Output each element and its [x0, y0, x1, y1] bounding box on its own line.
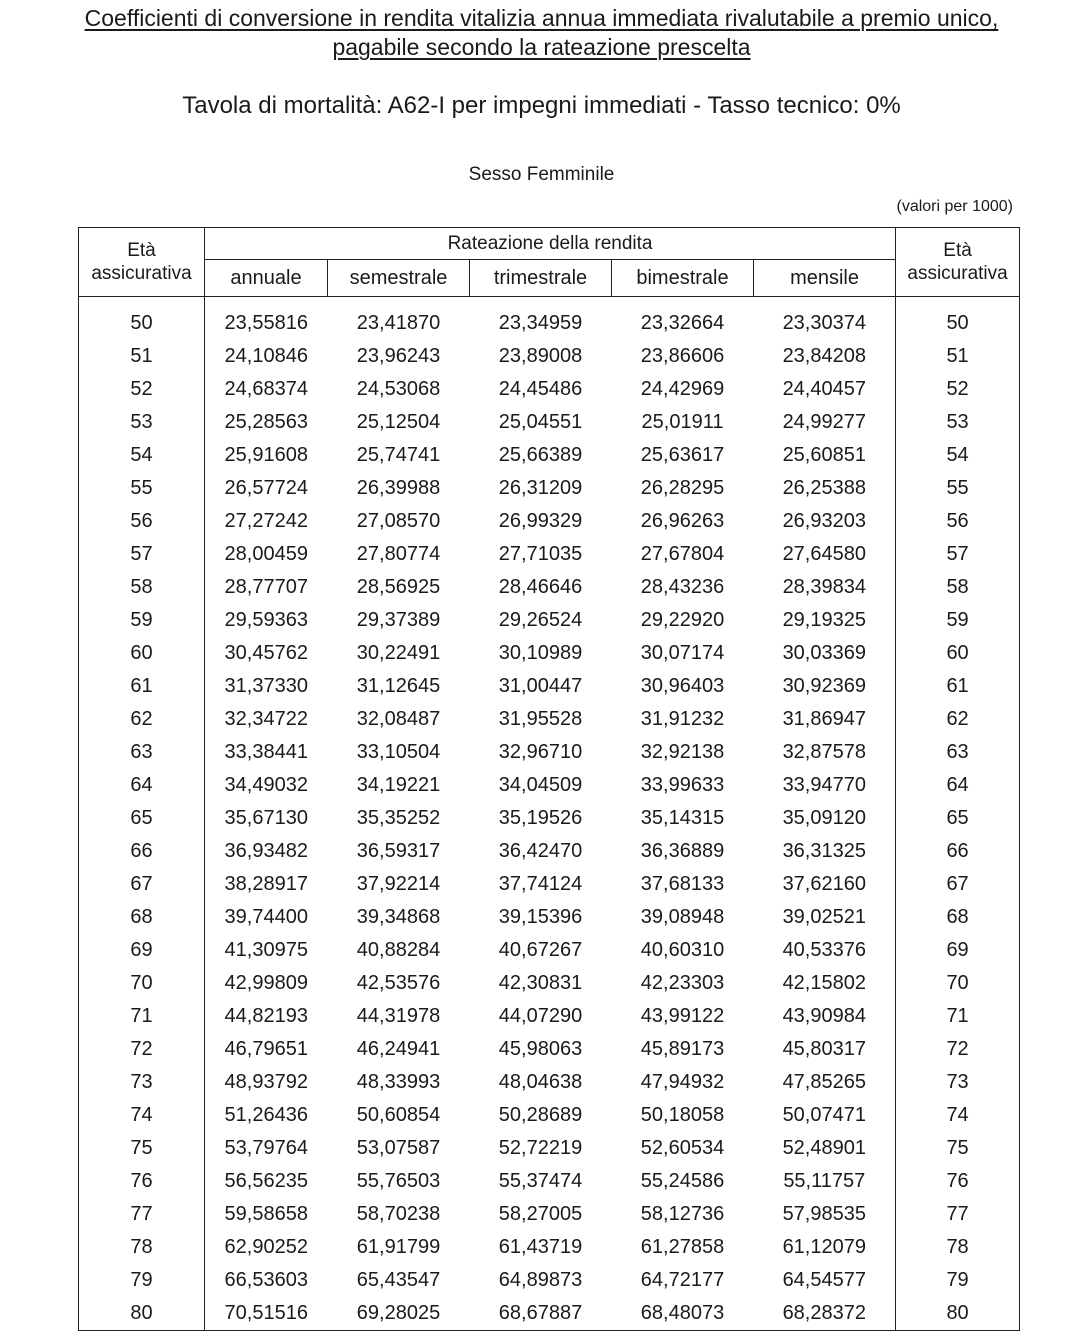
coefficient-cell-mensile: 30,03369	[782, 642, 866, 664]
coefficient-cell-mensile: 26,93203	[782, 510, 866, 532]
age-cell-left: 67	[79, 868, 205, 901]
coefficient-cell-annuale: 28,77707	[224, 576, 308, 598]
coefficient-cell-bimestrale: 26,96263	[640, 510, 725, 532]
coefficient-cell-semestrale: 65,43547	[356, 1269, 441, 1291]
coefficient-cell-mensile: 23,84208	[782, 345, 866, 367]
coefficient-cell-bimestrale: 23,86606	[640, 345, 725, 367]
coefficient-cell-semestrale: 33,10504	[356, 741, 441, 763]
coefficient-cell-annuale: 29,59363	[224, 609, 308, 631]
coefficient-cell-mensile: 43,90984	[782, 1005, 866, 1027]
coefficient-cell-annuale: 24,68374	[224, 378, 308, 400]
age-cell-right: 55	[896, 472, 1020, 505]
title-line-2: pagabile secondo la rateazione prescelta	[332, 34, 751, 60]
coefficient-cell-trimestrale: 31,00447	[498, 675, 583, 697]
age-cell-right: 75	[896, 1132, 1020, 1165]
age-cell-left: 52	[79, 373, 205, 406]
coefficient-cell-annuale: 51,26436	[224, 1104, 308, 1126]
coefficient-cell-mensile: 45,80317	[782, 1038, 866, 1060]
age-header-right: Età assicurativa	[896, 228, 1020, 297]
coefficient-cell-bimestrale: 29,22920	[640, 609, 725, 631]
coefficient-cell-trimestrale: 52,72219	[498, 1137, 583, 1159]
coefficient-cell-annuale: 39,74400	[224, 906, 308, 928]
coefficient-cell-annuale: 41,30975	[224, 939, 308, 961]
coefficient-cell-annuale: 24,10846	[224, 345, 308, 367]
table-row	[79, 637, 1020, 670]
coefficient-cell-annuale: 32,34722	[224, 708, 308, 730]
coefficient-cell-semestrale: 69,28025	[328, 1297, 470, 1331]
coefficient-cell-trimestrale: 64,89873	[498, 1269, 583, 1291]
table-row	[79, 604, 1020, 637]
coefficient-cell-semestrale: 24,53068	[356, 378, 441, 400]
coefficient-cell-bimestrale: 40,60310	[640, 939, 725, 961]
coefficient-cell-semestrale: 25,74741	[356, 444, 441, 466]
coefficient-cell-bimestrale: 50,18058	[640, 1104, 725, 1126]
coefficient-cell-bimestrale: 24,42969	[640, 378, 725, 400]
section-heading: Sesso Femminile	[468, 164, 615, 185]
age-cell-left: 53	[79, 406, 205, 439]
coefficient-cell-trimestrale: 26,99329	[498, 510, 583, 532]
coefficient-cell-bimestrale: 28,43236	[640, 576, 725, 598]
coefficient-cell-mensile: 27,64580	[782, 543, 866, 565]
age-cell-right: 56	[896, 505, 1020, 538]
coefficient-cell-semestrale: 37,92214	[356, 873, 441, 895]
coefficient-cell-bimestrale: 58,12736	[640, 1203, 725, 1225]
age-cell-left: 54	[79, 439, 205, 472]
coefficient-cell-mensile: 30,92369	[782, 675, 866, 697]
age-cell-left: 71	[79, 1000, 205, 1033]
coefficient-cell-mensile: 31,86947	[782, 708, 866, 730]
coefficient-cell-trimestrale: 44,07290	[498, 1005, 583, 1027]
coefficient-cell-trimestrale: 58,27005	[498, 1203, 583, 1225]
coefficient-cell-trimestrale: 24,45486	[498, 378, 583, 400]
coefficient-cell-annuale: 34,49032	[224, 774, 308, 796]
table-row	[79, 373, 1020, 406]
coefficient-cell-semestrale: 32,08487	[356, 708, 441, 730]
table-row	[79, 901, 1020, 934]
age-cell-right: 61	[896, 670, 1020, 703]
age-cell-left: 79	[79, 1264, 205, 1297]
coefficient-cell-semestrale: 42,53576	[356, 972, 441, 994]
coefficient-cell-mensile: 50,07471	[782, 1104, 866, 1126]
coefficient-cell-mensile: 37,62160	[782, 873, 866, 895]
coefficient-cell-annuale: 66,53603	[224, 1269, 308, 1291]
coefficient-cell-mensile: 40,53376	[782, 939, 866, 961]
coefficient-cell-trimestrale: 45,98063	[498, 1038, 583, 1060]
age-cell-right: 69	[896, 934, 1020, 967]
age-cell-left: 50	[79, 297, 205, 341]
coefficient-cell-trimestrale: 36,42470	[498, 840, 583, 862]
coefficient-cell-bimestrale: 52,60534	[640, 1137, 725, 1159]
age-cell-left: 77	[79, 1198, 205, 1231]
age-cell-right: 63	[896, 736, 1020, 769]
age-cell-left: 51	[79, 340, 205, 373]
coefficient-cell-semestrale: 35,35252	[356, 807, 441, 829]
table-row	[79, 1000, 1020, 1033]
coefficient-cell-semestrale: 28,56925	[356, 576, 441, 598]
age-cell-left: 78	[79, 1231, 205, 1264]
coefficient-cell-trimestrale: 48,04638	[498, 1071, 583, 1093]
coefficient-cell-bimestrale: 33,99633	[640, 774, 725, 796]
coefficient-cell-annuale: 25,91608	[224, 444, 308, 466]
age-cell-right: 60	[896, 637, 1020, 670]
table-row	[79, 538, 1020, 571]
column-header-bimestrale: bimestrale	[612, 260, 754, 297]
age-cell-right: 70	[896, 967, 1020, 1000]
coefficient-cell-mensile: 42,15802	[782, 972, 866, 994]
age-cell-right: 78	[896, 1231, 1020, 1264]
coefficient-cell-mensile: 23,30374	[782, 312, 866, 334]
coefficient-cell-mensile: 29,19325	[782, 609, 866, 631]
coefficient-cell-mensile: 52,48901	[782, 1137, 866, 1159]
coefficient-cell-bimestrale: 26,28295	[640, 477, 725, 499]
coefficient-cell-trimestrale: 35,19526	[498, 807, 583, 829]
coefficient-cell-annuale: 48,93792	[224, 1071, 308, 1093]
table-row	[79, 1132, 1020, 1165]
coefficient-cell-bimestrale: 37,68133	[640, 873, 725, 895]
coefficient-cell-mensile: 64,54577	[782, 1269, 866, 1291]
coefficient-cell-trimestrale: 55,37474	[498, 1170, 583, 1192]
coefficient-cell-trimestrale: 30,10989	[498, 642, 583, 664]
coefficient-cell-mensile: 24,40457	[782, 378, 866, 400]
coefficient-cell-mensile: 33,94770	[782, 774, 866, 796]
coefficient-cell-bimestrale: 35,14315	[640, 807, 725, 829]
age-cell-right: 77	[896, 1198, 1020, 1231]
coefficient-cell-mensile: 55,11757	[783, 1170, 866, 1192]
coefficient-cell-semestrale: 30,22491	[356, 642, 441, 664]
coefficient-cell-bimestrale: 25,01911	[641, 411, 724, 433]
age-cell-left: 76	[79, 1165, 205, 1198]
coefficient-cell-bimestrale: 36,36889	[640, 840, 725, 862]
coefficient-cell-bimestrale: 31,91232	[640, 708, 725, 730]
coefficient-cell-mensile: 39,02521	[782, 906, 866, 928]
table-row	[79, 1033, 1020, 1066]
age-cell-right: 72	[896, 1033, 1020, 1066]
coefficient-cell-semestrale: 53,07587	[356, 1137, 441, 1159]
coefficient-cell-annuale: 38,28917	[224, 873, 308, 895]
coefficient-cell-trimestrale: 25,66389	[498, 444, 583, 466]
age-cell-right: 65	[896, 802, 1020, 835]
age-cell-left: 57	[79, 538, 205, 571]
column-header-semestrale: semestrale	[328, 260, 470, 297]
age-cell-right: 67	[896, 868, 1020, 901]
table-row	[79, 802, 1020, 835]
age-cell-right: 64	[896, 769, 1020, 802]
age-cell-left: 61	[79, 670, 205, 703]
age-cell-right: 74	[896, 1099, 1020, 1132]
table-row	[79, 406, 1020, 439]
table-row	[79, 703, 1020, 736]
units-note: (valori per 1000)	[896, 198, 1013, 215]
coefficient-cell-trimestrale: 23,34959	[498, 312, 583, 334]
coefficient-cell-annuale: 59,58658	[224, 1203, 308, 1225]
coefficient-cell-trimestrale: 28,46646	[498, 576, 583, 598]
coefficient-cell-semestrale: 26,39988	[356, 477, 441, 499]
table-row	[79, 670, 1020, 703]
coefficient-cell-annuale: 31,37330	[224, 675, 308, 697]
coefficient-cell-bimestrale: 55,24586	[640, 1170, 725, 1192]
age-cell-right: 71	[896, 1000, 1020, 1033]
coefficient-cell-semestrale: 61,91799	[356, 1236, 441, 1258]
table-row	[79, 967, 1020, 1000]
age-cell-left: 65	[79, 802, 205, 835]
age-cell-left: 56	[79, 505, 205, 538]
coefficient-cell-trimestrale: 23,89008	[498, 345, 583, 367]
coefficient-cell-semestrale: 27,08570	[356, 510, 441, 532]
coefficient-cell-bimestrale: 42,23303	[640, 972, 725, 994]
coefficient-cell-annuale: 30,45762	[224, 642, 308, 664]
coefficient-cell-semestrale: 34,19221	[356, 774, 441, 796]
age-cell-left: 80	[79, 1297, 205, 1331]
coefficient-cell-bimestrale: 27,67804	[640, 543, 725, 565]
coefficient-cell-mensile: 57,98535	[782, 1203, 866, 1225]
age-cell-left: 63	[79, 736, 205, 769]
age-cell-right: 57	[896, 538, 1020, 571]
title-line-1: Coefficienti di conversione in rendita vitalizia annua immediata rivalutabile a premio unico,	[84, 5, 999, 31]
coefficient-cell-trimestrale: 32,96710	[498, 741, 583, 763]
coefficient-cell-semestrale: 36,59317	[356, 840, 441, 862]
age-cell-right: 50	[896, 297, 1020, 341]
table-row	[79, 868, 1020, 901]
coefficient-cell-bimestrale: 61,27858	[640, 1236, 725, 1258]
coefficient-cell-trimestrale: 42,30831	[498, 972, 583, 994]
coefficient-cell-bimestrale: 23,32664	[640, 312, 725, 334]
column-header-trimestrale: trimestrale	[470, 260, 612, 297]
table-row	[79, 571, 1020, 604]
age-cell-right: 76	[896, 1165, 1020, 1198]
coefficient-cell-mensile: 32,87578	[782, 741, 866, 763]
age-cell-right: 62	[896, 703, 1020, 736]
coefficient-cell-semestrale: 44,31978	[356, 1005, 441, 1027]
table-row	[79, 1099, 1020, 1132]
coefficient-cell-semestrale: 31,12645	[356, 675, 441, 697]
age-cell-right: 80	[896, 1297, 1020, 1331]
table-row	[79, 934, 1020, 967]
coefficient-cell-annuale: 27,27242	[224, 510, 308, 532]
age-cell-left: 58	[79, 571, 205, 604]
age-cell-left: 72	[79, 1033, 205, 1066]
table-row	[79, 1264, 1020, 1297]
coefficient-cell-annuale: 35,67130	[224, 807, 308, 829]
coefficient-cell-trimestrale: 50,28689	[498, 1104, 583, 1126]
coefficient-cell-semestrale: 40,88284	[356, 939, 441, 961]
coefficient-cell-bimestrale: 43,99122	[640, 1005, 725, 1027]
installment-group-header: Rateazione della rendita	[205, 228, 896, 260]
table-row	[79, 439, 1020, 472]
age-header-left: Età assicurativa	[79, 228, 205, 297]
coefficient-cell-semestrale: 48,33993	[356, 1071, 441, 1093]
coefficient-cell-trimestrale: 37,74124	[498, 873, 583, 895]
table-row	[79, 1231, 1020, 1264]
age-cell-left: 66	[79, 835, 205, 868]
coefficient-cell-trimestrale: 34,04509	[498, 774, 583, 796]
coefficient-cell-trimestrale: 31,95528	[498, 708, 583, 730]
age-cell-right: 51	[896, 340, 1020, 373]
coefficient-cell-annuale: 70,51516	[205, 1297, 328, 1331]
coefficient-cell-trimestrale: 40,67267	[498, 939, 583, 961]
age-cell-left: 55	[79, 472, 205, 505]
coefficient-cell-semestrale: 50,60854	[356, 1104, 441, 1126]
coefficient-cell-semestrale: 46,24941	[356, 1038, 441, 1060]
coefficient-cell-mensile: 25,60851	[782, 444, 866, 466]
column-header-mensile: mensile	[754, 260, 896, 297]
coefficient-cell-annuale: 26,57724	[224, 477, 308, 499]
coefficients-table	[78, 227, 1020, 1331]
coefficient-cell-bimestrale: 30,07174	[640, 642, 725, 664]
coefficient-cell-bimestrale: 45,89173	[640, 1038, 725, 1060]
coefficient-cell-trimestrale: 29,26524	[498, 609, 583, 631]
age-cell-left: 59	[79, 604, 205, 637]
table-row	[79, 297, 1020, 341]
coefficient-cell-semestrale: 39,34868	[356, 906, 441, 928]
coefficient-cell-annuale: 36,93482	[224, 840, 308, 862]
age-cell-right: 68	[896, 901, 1020, 934]
table-row	[79, 505, 1020, 538]
coefficient-cell-trimestrale: 39,15396	[498, 906, 583, 928]
age-cell-right: 66	[896, 835, 1020, 868]
coefficient-cell-mensile: 28,39834	[782, 576, 866, 598]
coefficient-cell-annuale: 28,00459	[224, 543, 308, 565]
table-row	[79, 1066, 1020, 1099]
age-cell-right: 79	[896, 1264, 1020, 1297]
coefficient-cell-bimestrale: 64,72177	[640, 1269, 725, 1291]
coefficient-cell-bimestrale: 39,08948	[640, 906, 725, 928]
age-cell-right: 52	[896, 373, 1020, 406]
coefficient-cell-mensile: 26,25388	[782, 477, 866, 499]
coefficient-cell-trimestrale: 25,04551	[498, 411, 583, 433]
coefficient-cell-semestrale: 23,96243	[356, 345, 441, 367]
coefficient-cell-annuale: 25,28563	[224, 411, 308, 433]
age-cell-left: 73	[79, 1066, 205, 1099]
age-cell-right: 73	[896, 1066, 1020, 1099]
table-row	[79, 736, 1020, 769]
coefficient-cell-bimestrale: 32,92138	[640, 741, 725, 763]
coefficient-cell-annuale: 53,79764	[224, 1137, 308, 1159]
coefficient-cell-semestrale: 23,41870	[356, 312, 441, 334]
table-row	[79, 769, 1020, 802]
coefficient-cell-annuale: 23,55816	[224, 312, 308, 334]
age-cell-left: 62	[79, 703, 205, 736]
coefficient-cell-annuale: 46,79651	[224, 1038, 308, 1060]
coefficient-cell-trimestrale: 27,71035	[498, 543, 583, 565]
age-cell-left: 69	[79, 934, 205, 967]
age-cell-left: 68	[79, 901, 205, 934]
coefficient-cell-semestrale: 25,12504	[356, 411, 441, 433]
coefficient-cell-annuale: 42,99809	[224, 972, 308, 994]
coefficient-cell-trimestrale: 26,31209	[498, 477, 583, 499]
coefficient-cell-bimestrale: 47,94932	[640, 1071, 725, 1093]
coefficient-cell-annuale: 62,90252	[224, 1236, 308, 1258]
table-row	[79, 472, 1020, 505]
table-row	[79, 1165, 1020, 1198]
table-row	[79, 835, 1020, 868]
table-row	[79, 1297, 1020, 1331]
coefficient-cell-annuale: 44,82193	[224, 1005, 308, 1027]
age-cell-left: 70	[79, 967, 205, 1000]
coefficient-cell-mensile: 36,31325	[782, 840, 866, 862]
coefficient-cell-mensile: 35,09120	[782, 807, 866, 829]
document-title	[20, 4, 1063, 62]
table-row	[79, 1198, 1020, 1231]
coefficient-cell-bimestrale: 25,63617	[640, 444, 725, 466]
age-cell-left: 64	[79, 769, 205, 802]
age-cell-right: 58	[896, 571, 1020, 604]
coefficient-cell-trimestrale: 68,67887	[470, 1297, 612, 1331]
coefficient-cell-semestrale: 27,80774	[356, 543, 441, 565]
age-cell-left: 75	[79, 1132, 205, 1165]
coefficient-cell-annuale: 56,56235	[224, 1170, 308, 1192]
age-cell-left: 60	[79, 637, 205, 670]
column-header-annuale: annuale	[205, 260, 328, 297]
coefficient-cell-semestrale: 29,37389	[356, 609, 441, 631]
table-row	[79, 340, 1020, 373]
coefficient-cell-mensile: 47,85265	[782, 1071, 866, 1093]
coefficient-cell-semestrale: 55,76503	[356, 1170, 441, 1192]
coefficient-cell-semestrale: 58,70238	[356, 1203, 441, 1225]
mortality-table-subtitle: Tavola di mortalità: A62-I per impegni immediati - Tasso tecnico: 0%	[182, 92, 901, 119]
coefficient-cell-bimestrale: 30,96403	[640, 675, 725, 697]
coefficient-cell-bimestrale: 68,48073	[612, 1297, 754, 1331]
coefficient-cell-mensile: 68,28372	[754, 1297, 896, 1331]
age-cell-right: 53	[896, 406, 1020, 439]
age-cell-right: 59	[896, 604, 1020, 637]
coefficient-cell-trimestrale: 61,43719	[498, 1236, 583, 1258]
age-cell-left: 74	[79, 1099, 205, 1132]
age-cell-right: 54	[896, 439, 1020, 472]
coefficient-cell-mensile: 61,12079	[782, 1236, 866, 1258]
coefficient-cell-annuale: 33,38441	[224, 741, 308, 763]
coefficient-cell-mensile: 24,99277	[782, 411, 866, 433]
